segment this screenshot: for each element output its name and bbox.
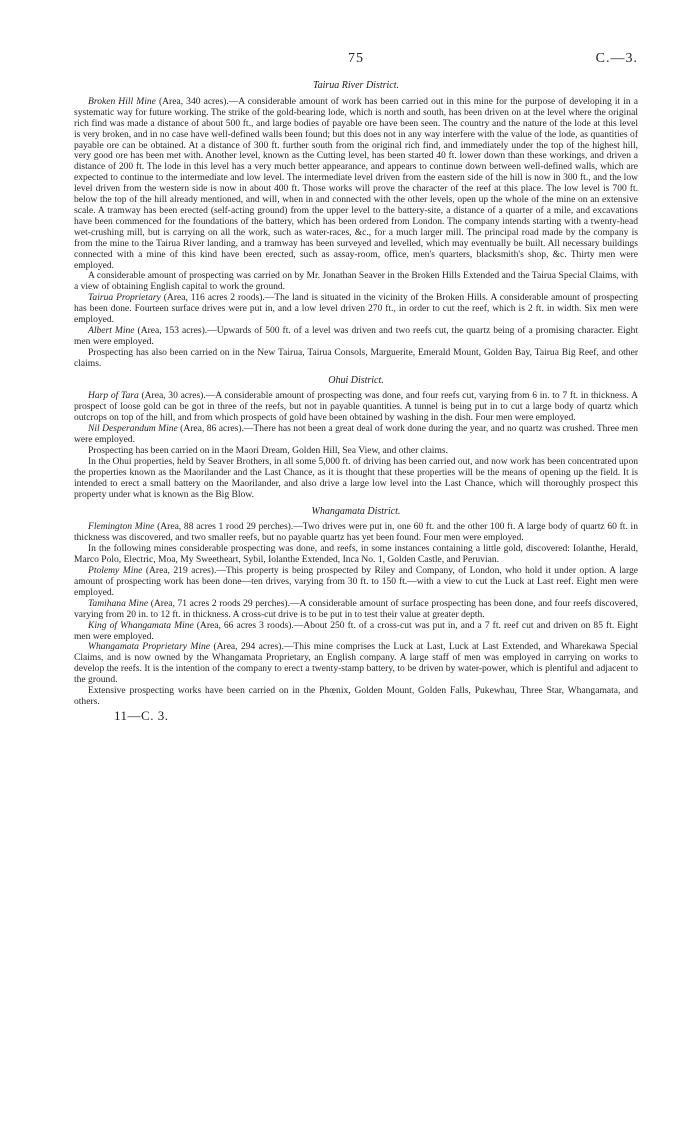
paragraph	[74, 457, 638, 501]
paragraph-text: (Area, 86 acres).—There has not been a great deal of work done during the year, and no quartz was crushed. Three men were employed.	[74, 423, 638, 446]
mine-name: Flemington Mine	[88, 521, 155, 533]
paragraph	[74, 686, 638, 708]
paragraph	[74, 326, 638, 348]
mine-name: Albert Mine	[88, 324, 135, 336]
paragraph	[74, 348, 638, 370]
paragraph-text: A considerable amount of prospecting was carried on by Mr. Jonathan Seaver in the Broken Hills Extended and the Tairua Special Claims, with a view of obtaining English capital to work the ground.	[74, 270, 638, 293]
paragraph	[74, 522, 638, 544]
paragraph	[74, 97, 638, 272]
paragraph	[74, 424, 638, 446]
paragraph-text: Extensive prospecting works have been carried on in the Phœnix, Golden Mount, Golden Falls, Pukewhau, Three Star, Whangamata, and others.	[74, 685, 638, 707]
signature-mark: 11—C. 3.	[114, 707, 169, 723]
mine-name: Harp of Tara	[88, 390, 139, 402]
paragraph-text: In the following mines considerable prospecting was done, and reefs, in some instances containing a little gold, discovered: Iolanthe, Herald, Marco Polo, Electric, Moa, My Sweetheart, Sybil, Iolanthe Extended, Inca No. 1, Golden Castle, and Peruvian.	[74, 543, 638, 566]
section-whangamata	[74, 507, 638, 708]
paragraph-text: Prospecting has also been carried on in the New Tairua, Tairua Consols, Marguerite, Emerald Mount, Golden Bay, Tairua Big Reef, and other claims.	[74, 346, 638, 369]
paragraph-text: (Area, 294 acres).—This mine comprises the Luck at Last, Luck at Last Extended, and Wharekawa Special Claims, and is now owned by the Whangamata Proprietary, an English company. A large staff of men was employed in carrying on works to develop the reefs. It is the intention of the company to erect a twenty-stamp battery, to be driven by water-power, which is plentiful and adjacent to the ground.	[74, 641, 638, 686]
mine-name: Whangamata Proprietary Mine	[88, 641, 211, 653]
paragraph	[74, 566, 638, 599]
paragraph-text: (Area, 219 acres).—This property is being prospected by Riley and Company, of London, who hold it under option. A large amount of prospecting work has been done—ten drives, varying from 30 ft. to 150 ft.—with a view to cut the Luck at Last reef. Eight men were employed.	[74, 565, 638, 598]
paragraph	[74, 293, 638, 326]
document-reference: C.—3.	[595, 51, 638, 66]
section-ohui	[74, 376, 638, 501]
paragraph	[74, 544, 638, 566]
paragraph-text: (Area, 30 acres).—A considerable amount of prospecting was done, and four reefs cut, varying from 6 in. to 7 ft. in thickness. A prospect of loose gold can be got in three of the reefs, but not in payable quantities. A tunnel is being put in to cut a large body of quartz which outcrops on top of the hill, and from which prospects of gold have been obtained by washing in the dish. Four men were employed.	[74, 390, 638, 424]
paragraph-text: (Area, 116 acres 2 roods).—The land is situated in the vicinity of the Broken Hills. A considerable amount of prospecting has been done. Fourteen surface drives were put in, and a low level driven 270 ft., in order to cut the reef, which is 2 ft. in width. Six men were employed.	[74, 292, 638, 326]
mine-name: Tamihana Mine	[88, 597, 149, 609]
paragraph	[74, 642, 638, 686]
document-page	[74, 51, 638, 723]
paragraph	[74, 391, 638, 424]
paragraph-text: (Area, 153 acres).—Upwards of 500 ft. of a level was driven and two reefs cut, the quartz being of a promising character. Eight men were employed.	[74, 324, 638, 347]
section-heading: Whangamata District.	[311, 505, 401, 517]
mine-name: Nil Desperandum Mine	[88, 423, 178, 435]
paragraph-text: In the Ohui properties, held by Seaver Brothers, in all some 5,000 ft. of driving has been carried out, and now work has been concentrated upon the properties known as the Maorilander and the Last Chance, as it is thought that these properties will be the means of opening up the field. It is intended to erect a small battery on the Maorilander, and also drive a large low level into the Last Chance, which will thoroughly prospect this property under what is known as the Big Blow.	[74, 455, 638, 500]
section-tairua-river	[74, 81, 638, 370]
paragraph-text: (Area, 66 acres 3 roods).—About 250 ft. of a cross-cut was put in, and a 7 ft. reef cut and driven on 85 ft. Eight men were employed.	[74, 619, 638, 642]
paragraph	[74, 599, 638, 621]
paragraph-text: Prospecting has been carried on in the Maori Dream, Golden Hill, Sea View, and other claims.	[88, 445, 448, 456]
page-header	[74, 51, 638, 78]
paragraph	[74, 271, 638, 293]
mine-name: Tairua Proprietary	[88, 292, 161, 304]
section-heading: Tairua River District.	[312, 80, 400, 91]
mine-name: King of Whangamata Mine	[88, 619, 194, 631]
mine-name: Broken Hill Mine	[88, 95, 156, 107]
section-heading: Ohui District.	[328, 374, 384, 386]
paragraph-text: (Area, 340 acres).—A considerable amount of work has been carried out in this mine for the purpose of developing it in a systematic way for future working. The strike of the gold-bearing lode, which is north and south, has been driven on at the level where the original rich find was made a distance of about 500 ft., and large bodies of payable ore have been seen. The country and the nature of the lode at this level is very broken, and in no case have well-defined walls been found; but this does not in any way interfere with the value of the lode, as quantities of payable ore can be obtained. At a distance of 300 ft. further south from the original rich find, and immediately under the top of the highest hill, very good ore has been met with. Another level, known as the Cutting level, has been started 40 ft. lower down than these workings, and driven a distance of 200 ft. The lode in this level has a very much better appearance, and appears to continue down between well-defined walls, which are expected to continue to the intermediate and low level. The intermediate level driven from the eastern side of the hill is now in 300 ft., and the low level driven from the western side is now in about 400 ft. Those works will prove the character of the reef at this place. The low level is 700 ft. below the top of the hill already mentioned, and will, when in and connected with the other levels, open up the whole of the mine on an extensive scale. A tramway has been erected (self-acting ground) from the upper level to the battery-site, a distance of a quarter of a mile, and excavations have been commenced for the foundations of the battery, which has been ordered from London. The company intends starting with a twenty-head wet-crushing mill, but is carrying on all the work, such as water-races, &c., for a much larger mill. The principal road made by the company is from the mine to the Tairua River landing, and a tramway has been surveyed and levelled, which may eventually be built. All necessary buildings connected with a mine of this kind have been erected, such as assay-room, office, men's quarters, blacksmith's shop, &c. Thirty men were employed.	[74, 95, 638, 271]
paragraph-text: (Area, 71 acres 2 roods 29 perches).—A considerable amount of surface prospecting has been done, and four reefs discovered, varying from 20 in. to 12 ft. in thickness. A cross-cut drive is to be put in to test their value at greater depth.	[74, 597, 638, 620]
paragraph-text: (Area, 88 acres 1 rood 29 perches).—Two drives were put in, one 60 ft. and the other 100 ft. A large body of quartz 60 ft. in thickness was discovered, and two smaller reefs, but no payable quartz has yet been found. Four men were employed.	[74, 521, 638, 544]
page-number: 75	[348, 51, 364, 66]
mine-name: Ptolemy Mine	[88, 565, 143, 577]
paragraph	[74, 621, 638, 643]
